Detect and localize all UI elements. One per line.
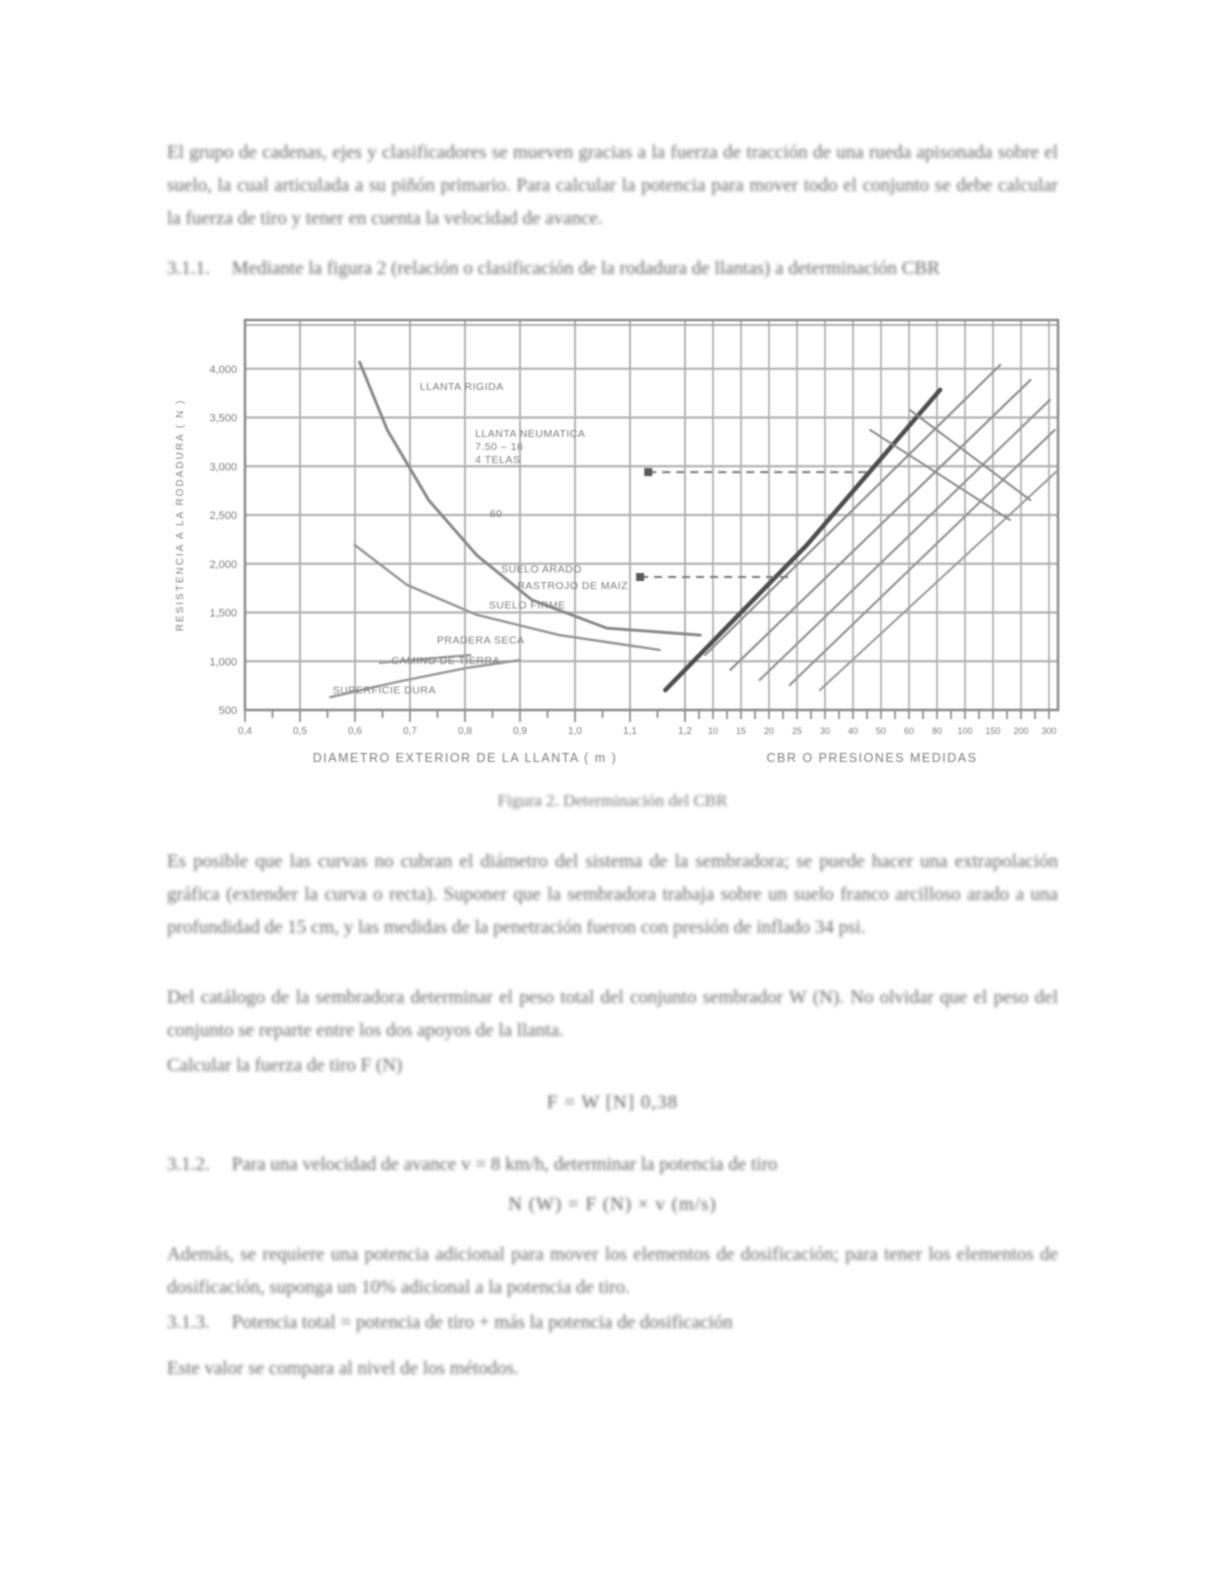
- svg-text:2,000: 2,000: [209, 558, 237, 571]
- recta-cbr-principal: [665, 390, 940, 690]
- equation-potencia-tiro: N (W) = F (N) × v (m/s): [508, 1194, 717, 1215]
- svg-text:7.50 – 16: 7.50 – 16: [475, 441, 524, 453]
- svg-text:1,0: 1,0: [568, 726, 582, 737]
- cruce-2: [910, 410, 1030, 500]
- svg-text:4 TELAS: 4 TELAS: [475, 454, 521, 466]
- svg-text:0,8: 0,8: [458, 726, 472, 737]
- svg-text:0,4: 0,4: [238, 726, 252, 737]
- svg-text:RASTROJO DE MAIZ: RASTROJO DE MAIZ: [517, 580, 629, 593]
- svg-text:CAMINO DE TIERRA: CAMINO DE TIERRA: [391, 654, 501, 667]
- heading-3-1-3: [167, 1308, 1087, 1338]
- svg-text:CBR O PRESIONES MEDIDAS: CBR O PRESIONES MEDIDAS: [766, 751, 978, 765]
- svg-text:80: 80: [931, 726, 943, 736]
- paragraph-potencia-adicional: Además, se requiere una potencia adicional para mover los elementos de dosificación; para tener los elementos de dosificación, suponga un 10% adicional a la potencia de tiro.: [167, 1244, 1058, 1298]
- paragraph-intro: El grupo de cadenas, ejes y clasificadores se mueven gracias a la fuerza de tracción de una rueda apisonada sobre el suelo, la cual articulada a su piñón primario. Para calcular la potencia para mover todo el conjunto se debe calcular la fuerza de tiro y tener en cuenta la velocidad de avance.: [167, 142, 1058, 229]
- svg-text:3,000: 3,000: [209, 461, 237, 474]
- line-calcular-fuerza: Calcular la fuerza de tiro F (N): [167, 1055, 403, 1076]
- figure-2: [167, 300, 1067, 780]
- cbr-chart: [167, 300, 1067, 780]
- svg-text:PRADERA SECA: PRADERA SECA: [436, 634, 525, 647]
- equation-fuerza-tiro: F = W [N] 0,38: [546, 1092, 679, 1113]
- paragraph-extrapolacion: Es posible que las curvas no cubran el diámetro del sistema de la sembradora; se puede hacer una extrapolación gráfica (extender la curva o recta). Suponer que la sembradora trabaja sobre un suelo franco arcilloso arado a una profundidad de 15 cm, y las medidas de la penetración fueron con presión de inflado 34 psi.: [167, 851, 1058, 938]
- figure-caption: Figura 2. Determinación del CBR: [497, 791, 728, 810]
- svg-text:40: 40: [847, 726, 859, 736]
- svg-text:30: 30: [819, 726, 831, 736]
- svg-text:10: 10: [707, 726, 719, 736]
- svg-text:1,500: 1,500: [209, 607, 237, 620]
- recta-cbr-5: [820, 470, 1058, 690]
- svg-text:25: 25: [791, 726, 803, 736]
- svg-text:100: 100: [957, 726, 973, 736]
- svg-text:LLANTA NEUMATICA: LLANTA NEUMATICA: [475, 428, 586, 440]
- svg-text:4,000: 4,000: [209, 363, 237, 376]
- heading-3-1-1-text: Mediante la figura 2 (relación o clasificación de la rodadura de llantas) a determinación CBR: [231, 258, 940, 279]
- svg-text:SUELO FIRME: SUELO FIRME: [488, 599, 566, 612]
- svg-text:1,000: 1,000: [209, 656, 237, 669]
- svg-text:0,9: 0,9: [513, 726, 527, 737]
- heading-3-1-1: [167, 254, 1087, 284]
- svg-text:SUELO ARADO: SUELO ARADO: [501, 563, 582, 576]
- line-comparacion: Este valor se compara al nivel de los métodos.: [167, 1358, 519, 1379]
- svg-text:20: 20: [763, 726, 775, 736]
- svg-text:0,7: 0,7: [403, 726, 417, 737]
- svg-text:60: 60: [489, 507, 503, 520]
- svg-text:50: 50: [875, 726, 887, 736]
- svg-text:1,1: 1,1: [623, 726, 637, 737]
- svg-text:DIAMETRO EXTERIOR DE LA LLANTA: DIAMETRO EXTERIOR DE LA LLANTA ( m ): [312, 751, 618, 765]
- svg-text:LLANTA RIGIDA: LLANTA RIGIDA: [419, 380, 504, 393]
- svg-text:2,500: 2,500: [209, 510, 237, 522]
- heading-3-1-3-text: Potencia total = potencia de tiro + más la potencia de dosificación: [231, 1312, 733, 1333]
- svg-text:SUPERFICIE DURA: SUPERFICIE DURA: [332, 684, 436, 697]
- svg-text:200: 200: [1013, 726, 1029, 736]
- heading-3-1-2-text: Para una velocidad de avance v = 8 km/h, determinar la potencia de tiro: [231, 1154, 778, 1175]
- svg-text:RESISTENCIA A LA RODADURA ( N: RESISTENCIA A LA RODADURA ( N ): [175, 398, 186, 632]
- svg-text:0,5: 0,5: [293, 726, 307, 737]
- svg-text:500: 500: [218, 705, 237, 717]
- recta-cbr-4: [790, 430, 1055, 685]
- svg-text:150: 150: [985, 726, 1001, 736]
- svg-text:15: 15: [735, 726, 747, 736]
- paragraph-peso: Del catálogo de la sembradora determinar el peso total del conjunto sembrador W (N). No olvidar que el peso del conjunto se reparte entre los dos apoyos de la llanta.: [167, 987, 1058, 1041]
- heading-3-1-3-number: 3.1.3.: [167, 1312, 210, 1333]
- svg-text:0,6: 0,6: [348, 726, 362, 737]
- svg-text:1,2: 1,2: [678, 726, 692, 737]
- svg-text:300: 300: [1041, 726, 1057, 736]
- heading-3-1-2-number: 3.1.2.: [167, 1154, 210, 1175]
- heading-3-1-1-number: 3.1.1.: [167, 258, 210, 279]
- svg-text:60: 60: [903, 726, 915, 736]
- heading-3-1-2: [167, 1150, 1087, 1180]
- svg-text:3,500: 3,500: [209, 412, 237, 425]
- recta-cbr-3: [760, 400, 1050, 680]
